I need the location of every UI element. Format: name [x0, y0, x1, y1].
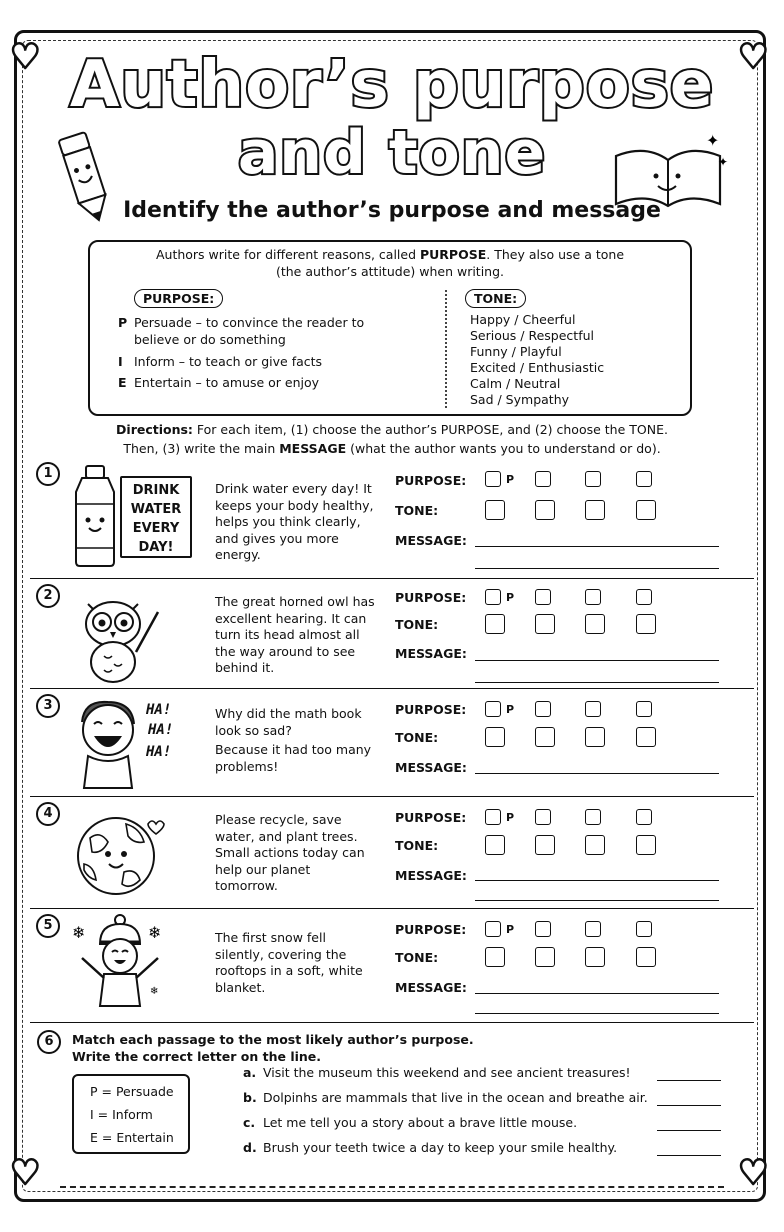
- match-heading-line: Match each passage to the most likely author’s purpose.: [72, 1032, 474, 1047]
- tone-checkbox[interactable]: [485, 727, 505, 747]
- message-label: MESSAGE:: [395, 980, 467, 995]
- tone-item: Happy / Cheerful: [470, 312, 576, 327]
- checkbox-letter: P: [506, 473, 515, 486]
- heart-icon: ♥: [738, 37, 769, 77]
- svg-text:✦: ✦: [706, 131, 720, 150]
- checkbox-letter: P: [506, 591, 515, 604]
- drink-water-sign: [120, 476, 192, 558]
- message-line[interactable]: [475, 1013, 719, 1014]
- info-divider: [445, 290, 447, 408]
- tone-checkbox[interactable]: [585, 500, 605, 520]
- item-5: [30, 914, 754, 1020]
- passage-question: Why did the math book look so sad?: [215, 706, 362, 738]
- tone-checkbox[interactable]: [535, 727, 555, 747]
- message-line[interactable]: [475, 682, 719, 683]
- tone-pill: TONE:: [465, 289, 526, 308]
- item-separator: [30, 688, 754, 689]
- ha-text: HA!: [148, 722, 174, 738]
- item-separator: [30, 796, 754, 797]
- title-line-2: and tone: [237, 118, 547, 188]
- title-line-1: Author’s purpose: [69, 48, 715, 122]
- tone-item: Excited / Enthusiastic: [470, 360, 605, 375]
- tone-checkbox[interactable]: [535, 500, 555, 520]
- tone-checkbox[interactable]: [585, 835, 605, 855]
- item-separator: [30, 578, 754, 579]
- purpose-inform: [118, 353, 394, 370]
- match-text: Brush your teeth twice a day to keep your smile healthy.: [263, 1140, 618, 1155]
- purpose-checkbox[interactable]: [636, 809, 652, 825]
- purpose-checkbox-p[interactable]: [485, 921, 501, 937]
- owl-teacher-icon: [76, 590, 162, 686]
- match-row: [243, 1090, 648, 1105]
- purpose-key-box: [72, 1074, 190, 1154]
- message-label: MESSAGE:: [395, 760, 467, 775]
- match-heading-line: Write the correct letter on the line.: [72, 1049, 322, 1064]
- match-row: [243, 1065, 631, 1080]
- tone-item: Serious / Respectful: [470, 328, 594, 343]
- checkbox-letter: P: [506, 703, 515, 716]
- directions-text: (what the author wants you to understand or do).: [346, 441, 661, 456]
- tone-checkbox[interactable]: [485, 500, 505, 520]
- passage-text: Drink water every day! It keeps your body healthy, helps you think clearly, and gives you more energy.: [215, 481, 374, 562]
- purpose-label: PURPOSE:: [395, 702, 467, 717]
- heart-icon: ♥: [10, 37, 41, 77]
- purpose-checkbox[interactable]: [636, 589, 652, 605]
- tone-checkbox[interactable]: [535, 947, 555, 967]
- tone-item: Calm / Neutral: [470, 376, 561, 391]
- passage-text: The first snow fell silently, covering the rooftops in a soft, white blanket.: [215, 930, 363, 995]
- tone-checkbox[interactable]: [585, 727, 605, 747]
- tone-checkbox[interactable]: [485, 614, 505, 634]
- tone-label: TONE:: [395, 950, 439, 965]
- tone-label: TONE:: [395, 730, 439, 745]
- purpose-checkbox[interactable]: [585, 921, 601, 937]
- tone-item: Funny / Playful: [470, 344, 562, 359]
- earth-mascot-icon: [74, 808, 170, 898]
- heart-icon: ♥: [10, 1153, 41, 1193]
- message-label: MESSAGE:: [395, 868, 467, 883]
- ha-text: HA!: [146, 702, 172, 718]
- snow-child-icon: [70, 914, 170, 1010]
- match-letter: a.: [243, 1065, 257, 1080]
- purpose-checkbox[interactable]: [535, 809, 551, 825]
- item-number: 1: [36, 462, 60, 486]
- purpose-checkbox[interactable]: [585, 809, 601, 825]
- purpose-text: Persuade – to convince the reader to believe or do something: [134, 315, 365, 347]
- purpose-label: PURPOSE:: [395, 922, 467, 937]
- tone-checkbox[interactable]: [636, 947, 656, 967]
- purpose-checkbox-p[interactable]: [485, 701, 501, 717]
- purpose-checkbox[interactable]: [636, 471, 652, 487]
- message-line[interactable]: [475, 546, 719, 547]
- purpose-checkbox[interactable]: [535, 701, 551, 717]
- tone-checkbox[interactable]: [636, 500, 656, 520]
- purpose-checkbox[interactable]: [636, 701, 652, 717]
- item-number: 6: [37, 1030, 61, 1054]
- tone-checkbox[interactable]: [636, 614, 656, 634]
- tone-checkbox[interactable]: [636, 727, 656, 747]
- message-line[interactable]: [475, 900, 719, 901]
- tone-checkbox[interactable]: [485, 835, 505, 855]
- message-line[interactable]: [475, 568, 719, 569]
- item-number: 2: [36, 584, 60, 608]
- item-separator: [30, 908, 754, 909]
- answer-line[interactable]: [657, 1105, 721, 1106]
- message-label: MESSAGE:: [395, 646, 467, 661]
- info-intro: [90, 246, 690, 280]
- purpose-checkbox[interactable]: [535, 921, 551, 937]
- tone-checkbox[interactable]: [636, 835, 656, 855]
- tone-checkbox[interactable]: [535, 835, 555, 855]
- message-line[interactable]: [475, 880, 719, 881]
- match-row: [243, 1115, 577, 1130]
- purpose-entertain: [118, 374, 394, 391]
- purpose-pill: PURPOSE:: [134, 289, 223, 308]
- sign-text: WATER: [130, 502, 182, 517]
- match-letter: c.: [243, 1115, 256, 1130]
- svg-text:❄: ❄: [72, 923, 86, 942]
- passage-text: Please recycle, save water, and plant trees. Small actions today can help our planet tomorrow.: [215, 812, 365, 893]
- intro-text: . They also use a tone: [486, 247, 625, 262]
- answer-line[interactable]: [657, 1080, 721, 1081]
- answer-line[interactable]: [657, 1130, 721, 1131]
- intro-text: Authors write for different reasons, called: [155, 247, 420, 262]
- subtitle: Identify the author’s purpose and message: [123, 198, 661, 223]
- item-1: [30, 462, 754, 578]
- purpose-checkbox-p[interactable]: [485, 589, 501, 605]
- checkbox-letter: P: [506, 923, 515, 936]
- match-letter: b.: [243, 1090, 257, 1105]
- tone-item: Sad / Sympathy: [470, 392, 570, 407]
- purpose-letter: E: [118, 375, 127, 390]
- laughing-boy-icon: [74, 696, 144, 790]
- tone-label: TONE:: [395, 838, 439, 853]
- checkbox-letter: P: [506, 811, 515, 824]
- directions: [60, 420, 724, 458]
- item-4: [30, 802, 754, 906]
- water-bottle-icon: [68, 464, 122, 568]
- match-letter: d.: [243, 1140, 257, 1155]
- message-label: MESSAGE:: [395, 533, 467, 548]
- directions-message-bold: MESSAGE: [279, 441, 347, 456]
- purpose-checkbox[interactable]: [585, 471, 601, 487]
- item-2: [30, 584, 754, 688]
- passage-answer: Because it had too many problems!: [215, 742, 372, 774]
- tone-checkbox[interactable]: [585, 614, 605, 634]
- heart-icon: ♥: [738, 1153, 769, 1193]
- purpose-label: PURPOSE:: [395, 590, 467, 605]
- key-item: E = Entertain: [90, 1130, 174, 1145]
- intro-text-line2: (the author’s attitude) when writing.: [275, 264, 505, 279]
- tone-checkbox[interactable]: [485, 947, 505, 967]
- purpose-persuade: [118, 314, 394, 348]
- purpose-letter: P: [118, 315, 128, 330]
- item-number: 4: [36, 802, 60, 826]
- purpose-checkbox-p[interactable]: [485, 471, 501, 487]
- item-3: [30, 694, 754, 796]
- message-line[interactable]: [475, 773, 719, 774]
- purpose-checkbox-p[interactable]: [485, 809, 501, 825]
- sign-text: DAY!: [138, 540, 174, 555]
- directions-text: Then, (3) write the main: [123, 441, 280, 456]
- match-text: Let me tell you a story about a brave little mouse.: [263, 1115, 578, 1130]
- purpose-label: PURPOSE:: [395, 473, 467, 488]
- match-text: Visit the museum this weekend and see ancient treasures!: [263, 1065, 631, 1080]
- purpose-label: PURPOSE:: [395, 810, 467, 825]
- message-line[interactable]: [475, 993, 719, 994]
- purpose-text: Entertain – to amuse or enjoy: [134, 375, 320, 390]
- ha-text: HA!: [146, 744, 172, 760]
- match-heading: [72, 1031, 474, 1065]
- purpose-checkbox[interactable]: [585, 701, 601, 717]
- directions-label: Directions:: [116, 422, 193, 437]
- purpose-text: Inform – to teach or give facts: [134, 354, 323, 369]
- answer-line[interactable]: [657, 1155, 721, 1156]
- intro-purpose-bold: PURPOSE: [420, 247, 487, 262]
- tone-label: TONE:: [395, 617, 439, 632]
- purpose-checkbox[interactable]: [585, 589, 601, 605]
- key-item: I = Inform: [90, 1107, 153, 1122]
- svg-text:❄: ❄: [150, 986, 159, 997]
- info-box: [88, 240, 692, 416]
- purpose-checkbox[interactable]: [535, 589, 551, 605]
- tone-checkbox[interactable]: [535, 614, 555, 634]
- item-number: 5: [36, 914, 60, 938]
- purpose-checkbox[interactable]: [535, 471, 551, 487]
- passage-text: The great horned owl has excellent hearing. It can turn its head almost all the way around to see behind it.: [215, 594, 375, 675]
- tone-label: TONE:: [395, 503, 439, 518]
- bottom-divider: [60, 1186, 724, 1188]
- sign-text: DRINK: [132, 483, 180, 498]
- tone-checkbox[interactable]: [585, 947, 605, 967]
- purpose-letter: I: [118, 354, 123, 369]
- directions-text: For each item, (1) choose the author’s PURPOSE, and (2) choose the TONE.: [192, 422, 668, 437]
- svg-text:✦: ✦: [718, 155, 729, 169]
- key-item: P = Persuade: [90, 1084, 174, 1099]
- item-separator: [30, 1022, 754, 1023]
- svg-text:❄: ❄: [148, 923, 162, 942]
- message-line[interactable]: [475, 660, 719, 661]
- match-row: [243, 1140, 617, 1155]
- tone-list: [470, 312, 604, 408]
- purpose-checkbox[interactable]: [636, 921, 652, 937]
- sign-text: EVERY: [132, 521, 180, 536]
- item-number: 3: [36, 694, 60, 718]
- match-text: Dolpinhs are mammals that live in the ocean and breathe air.: [263, 1090, 648, 1105]
